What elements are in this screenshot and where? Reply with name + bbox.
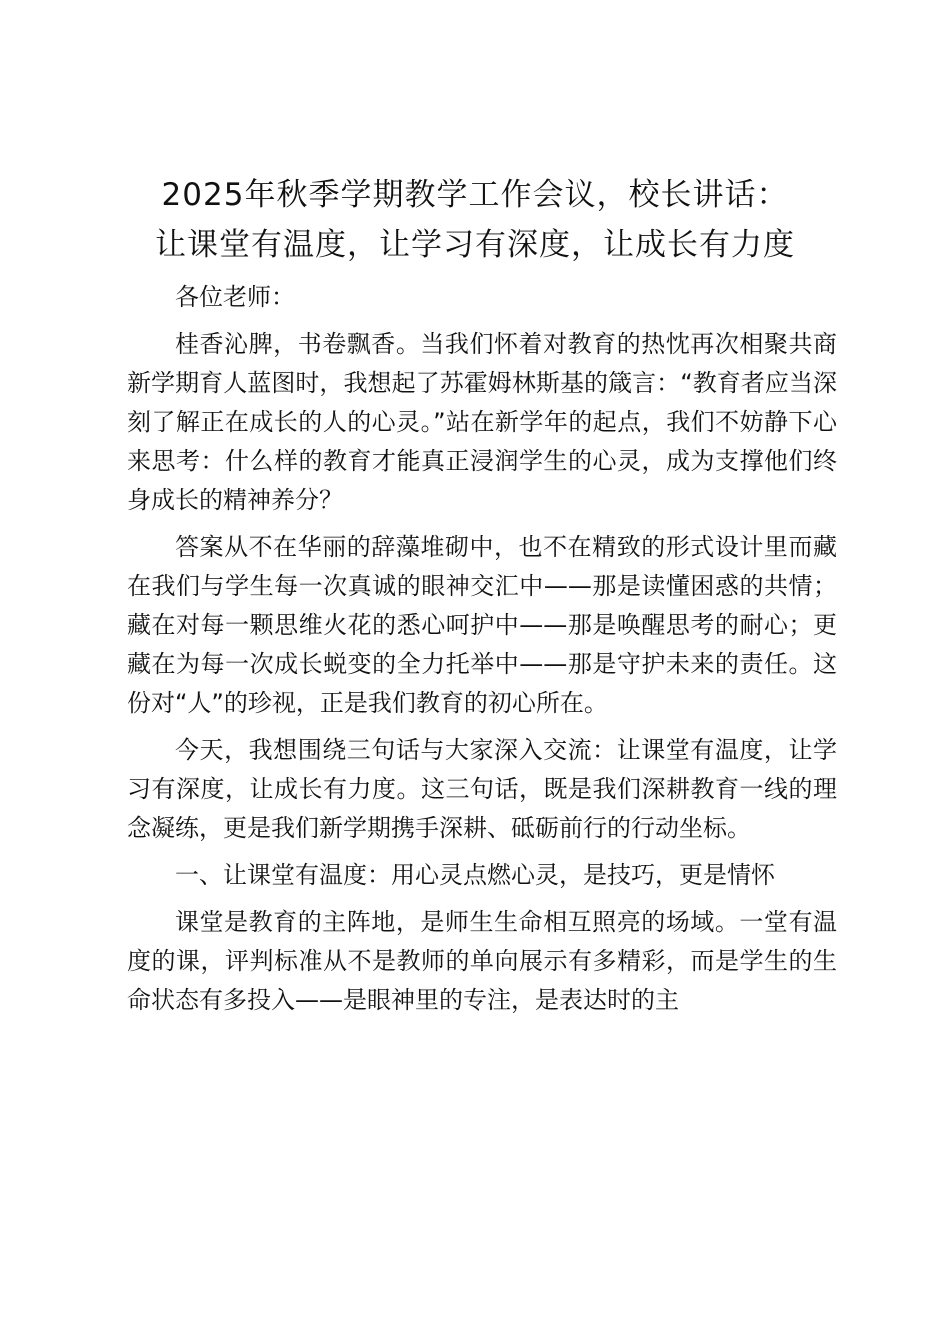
greeting: 各位老师： (175, 283, 295, 311)
paragraph-2: 答案从不在华丽的辞藻堆砌中，也不在精致的形式设计里而藏在我们与学生每一次真诚的眼神交汇中——那是读懂困惑的共情；藏在对每一颗思维火花的悉心呵护中——那是唤醒思考的耐心；更藏在为每一次成长蜕变的全力托举中——那是守护未来的责任。这份对“人”的珍视，正是我们教育的初心所在。 (127, 533, 837, 717)
document-body (127, 278, 837, 1028)
section-1-heading: 一、让课堂有温度：用心灵点燃心灵，是技巧，更是情怀 (175, 861, 775, 889)
paragraph-3: 今天，我想围绕三句话与大家深入交流：让课堂有温度，让学习有深度，让成长有力度。这三句话，既是我们深耕教育一线的理念凝练，更是我们新学期携手深耕、砥砺前行的行动坐标。 (127, 736, 837, 842)
paragraph-1: 桂香沁脾，书卷飘香。当我们怀着对教育的热忱再次相聚共商新学期育人蓝图时，我想起了苏霍姆林斯基的箴言：“教育者应当深刻了解正在成长的人的心灵。”站在新学年的起点，我们不妨静下心来思考：什么样的教育才能真正浸润学生的心灵，成为支撑他们终身成长的精神养分？ (127, 330, 837, 514)
section-1-paragraph: 课堂是教育的主阵地，是师生生命相互照亮的场域。一堂有温度的课，评判标准从不是教师的单向展示有多精彩，而是学生的生命状态有多投入——是眼神里的专注，是表达时的主 (127, 908, 837, 1014)
title-line-1: 2025年秋季学期教学工作会议，校长讲话： (161, 177, 789, 213)
title-line-2: 让课堂有温度，让学习有深度，让成长有力度 (155, 227, 795, 263)
document-title (0, 170, 950, 270)
